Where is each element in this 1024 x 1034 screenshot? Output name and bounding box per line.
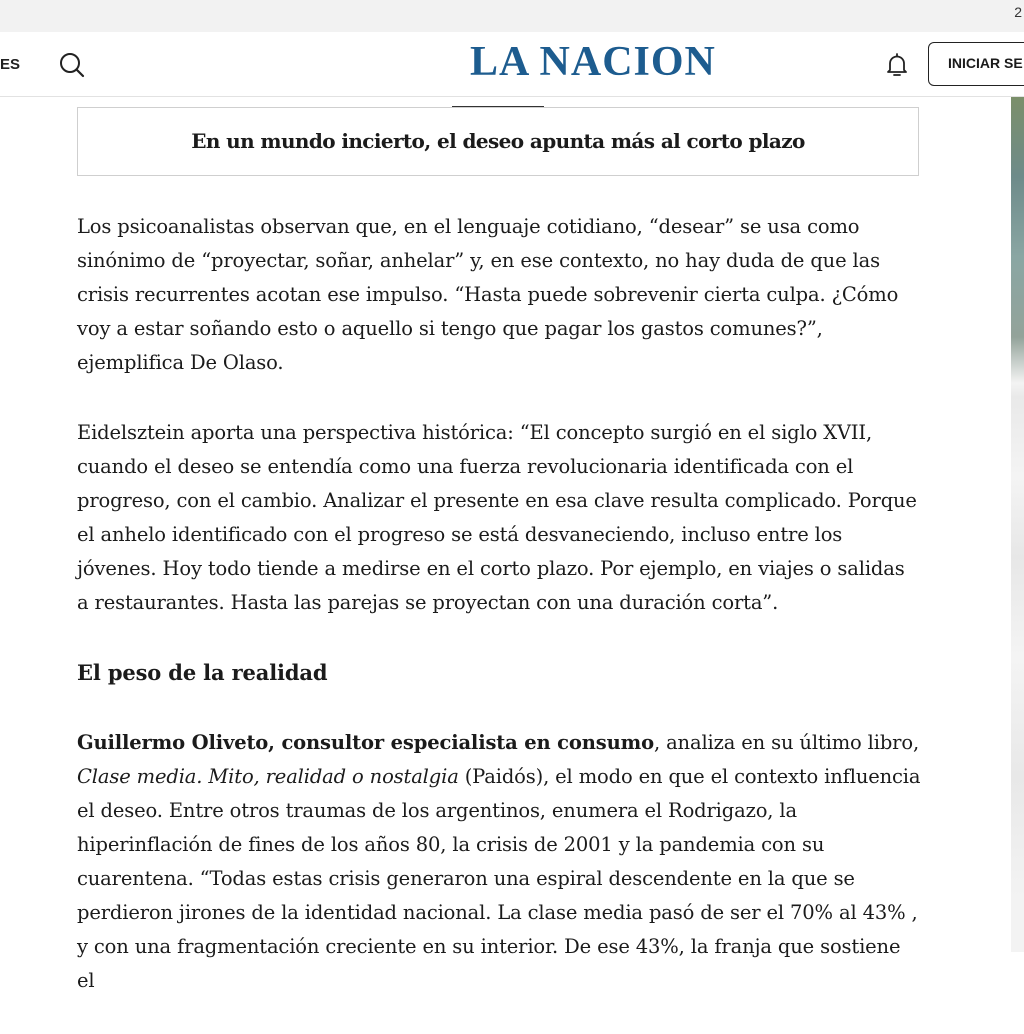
right-rail-image (1011, 97, 1024, 952)
page-number: 2 (1014, 4, 1022, 20)
article-paragraph (77, 726, 922, 998)
related-article-link[interactable]: En un mundo incierto, el deseo apunta más al corto plazo (77, 107, 919, 176)
bell-icon[interactable] (883, 51, 911, 79)
site-logo[interactable]: LA NACION (470, 39, 716, 85)
bold-source-name: Guillermo Oliveto, consultor especialista en consumo (77, 731, 654, 754)
book-title: Clase media. Mito, realidad o nostalgia (77, 765, 459, 788)
login-button[interactable]: INICIAR SE (928, 42, 1024, 86)
paragraph-text: , analiza en su último libro, (653, 731, 919, 754)
site-header (0, 32, 1024, 97)
article-subheading: El peso de la realidad (77, 660, 328, 685)
article-paragraph: Eidelsztein aporta una perspectiva histórica: “El concepto surgió en el siglo XVII, cuando el deseo se entendía como una fuerza revolucionaria identificada con el progreso, con el cambio. Analizar el presente en esa clave resulta complicado. Porque el anhelo identificado con el progreso se está desvaneciendo, incluso entre los jóvenes. Hoy todo tiende a medirse en el corto plazo. Por ejemplo, en viajes o salidas a restaurantes. Hasta las parejas se proyectan con una duración corta”. (77, 421, 917, 614)
paragraph-text: (Paidós), el modo en que el contexto influencia el deseo. Entre otros traumas de los argentinos, enumera el Rodrigazo, la hiperinflación de fines de los años 80, la crisis de 2001 y la pandemia con su cuarentena. “Todas estas crisis generaron una espiral descendente en la que se perdieron jirones de la identidad nacional. La clase media pasó de ser el 70% al 43% , y con una fragmentación creciente en su interior. De ese 43%, la franja que sostiene el (77, 765, 921, 992)
article-body (77, 210, 922, 1034)
secciones-menu-label[interactable]: ES (0, 56, 21, 73)
search-icon[interactable] (58, 51, 86, 79)
article-paragraph: Los psicoanalistas observan que, en el lenguaje cotidiano, “desear” se usa como sinónimo de “proyectar, soñar, anhelar” y, en ese contexto, no hay duda de que las crisis recurrentes acotan ese impulso. “Hasta puede sobrevenir cierta culpa. ¿Cómo voy a estar soñando esto o aquello si tengo que pagar los gastos comunes?”, ejemplifica De Olaso. (77, 215, 899, 374)
browser-top-strip (0, 0, 1024, 32)
